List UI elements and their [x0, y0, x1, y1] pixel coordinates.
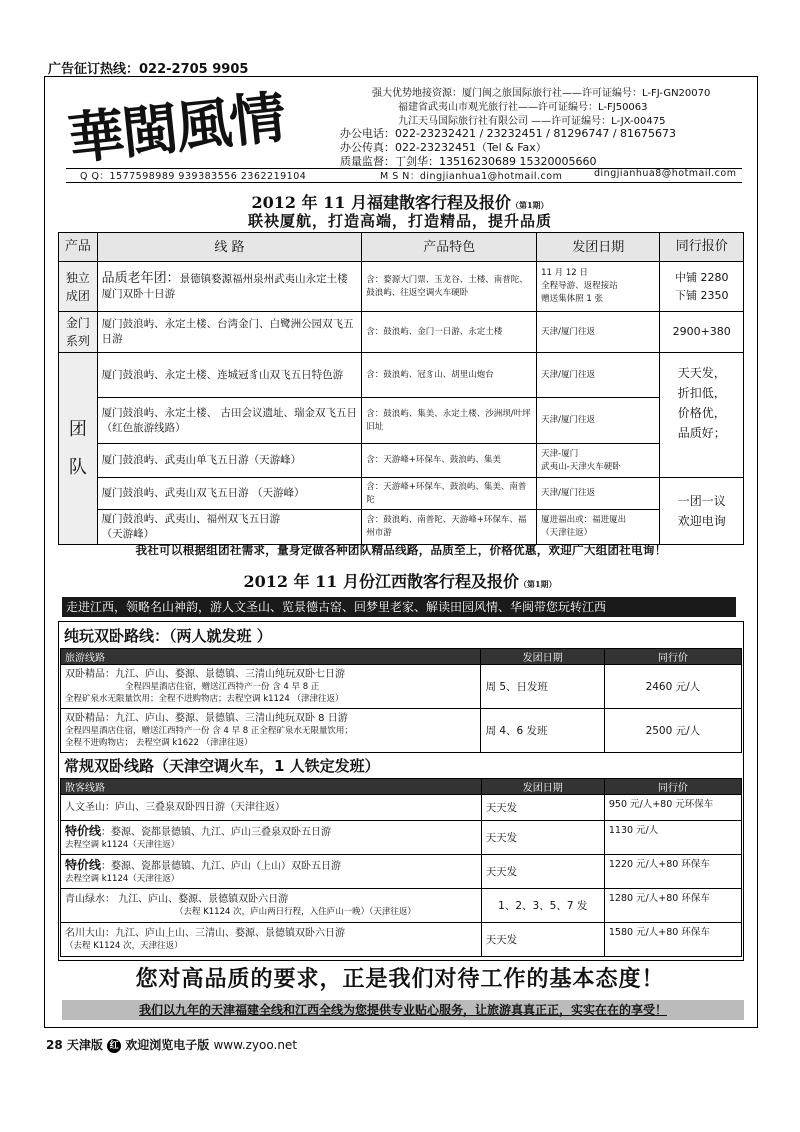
- route-cell: 厦门鼓浪屿、永定土楼、连城冠豸山双飞五日特色游: [97, 353, 362, 398]
- route-text: 青山绿水： 九江、庐山、婺源、景德镇双卧六日游: [65, 894, 289, 905]
- route-text: ：婺源、瓷都景德镇、九江、庐山（上山）双卧五日游: [101, 860, 342, 872]
- header-product: 产品: [59, 233, 98, 262]
- route-note: 去程空调 k1124（天津往返）: [65, 839, 180, 850]
- agency-line-3: 九江天马国际旅行社有限公司 ——许可证编号：L-JX-00475: [398, 116, 666, 127]
- qq-numbers: Q Q：1577598989 939383556 2362219104: [80, 171, 307, 182]
- slogan: 您对高品质的要求，正是我们对待工作的基本态度！: [135, 966, 665, 992]
- price-cell: 1280 元/人+80 环保车: [604, 889, 741, 923]
- price-cell: 950 元/人+80 元环保车: [604, 795, 741, 821]
- route-note: 全程矿泉水无限量饮用；全程不进购物店；去程空调 k1124 （津津往返）: [65, 694, 344, 704]
- table-row: [61, 923, 742, 957]
- feature-cell: 含：天游峰+环保车、鼓浪屿、集美、南普陀: [362, 478, 537, 510]
- fujian-subtitle: 联袂厦航，打造高端，打造精品，提升品质: [247, 212, 552, 230]
- price-cell: 2500 元/人: [604, 709, 741, 753]
- route-text: 双卧精品：九江、庐山、婺源、景德镇、三清山纯玩双卧 8 日游: [65, 713, 348, 724]
- agency-line-1: 强大优势地接资源：厦门闽之旅国际旅行社——许可证编号：L-FJ-GN20070: [372, 88, 711, 99]
- date-cell: 11 月 12 日 全程导游、返程接站 赠送集体照 1 张: [537, 262, 660, 312]
- table-row: [59, 398, 744, 444]
- feature-cell: 含：鼓浪屿、金门一日游、永定土楼: [362, 312, 537, 353]
- jiangxi-title-text: 2012 年 11 月份江西散客行程及报价: [243, 572, 519, 591]
- route-cell: [61, 889, 482, 923]
- page-number: 28: [46, 1038, 63, 1052]
- jiangxi-issue: （第1期）: [518, 579, 557, 589]
- header-price: 同行价: [604, 779, 741, 795]
- section-regular-title: 常规双卧线路（天津空调火车，1 人铁定发班）: [64, 757, 380, 775]
- table-row: [59, 312, 744, 353]
- route-line: [65, 859, 477, 873]
- date-cell: 厦进福出或：福进厦出 （天津往返）: [537, 510, 660, 545]
- header-price: 同行价: [604, 649, 741, 665]
- header-date: 发团日期: [537, 233, 660, 262]
- header-route: 线 路: [97, 233, 362, 262]
- route-cell: 厦门鼓浪屿、武夷山单飞五日游（天游峰）: [97, 444, 362, 478]
- date-cell: 天津/厦门往返: [537, 312, 660, 353]
- feature-cell: 含：鼓浪屿、南普陀、天游峰+环保车、福州市游: [362, 510, 537, 545]
- table-row: [59, 444, 744, 478]
- group-price-1: 天天发， 折扣低， 价格优， 品质好；: [660, 353, 744, 478]
- jiangxi-title: [0, 569, 800, 592]
- agency-line-2: 福建省武夷山市观光旅行社——许可证编号：L-FJ50063: [398, 102, 648, 113]
- route-cell: [61, 665, 481, 709]
- page-footer: [46, 1036, 297, 1053]
- table-row: [59, 262, 744, 312]
- price-cell: 2900+380: [660, 312, 744, 353]
- table-header-row: [61, 779, 742, 795]
- route-cell: 厦门鼓浪屿、永定土楼、 古田会议遗址、瑞金双飞五日（红色旅游线路）: [97, 398, 362, 444]
- route-text: 名川大山：九江、庐山上山、三清山、婺源、景德镇双卧六日游: [65, 928, 345, 939]
- quality-supervisor: 质量监督：丁剑华：13516230689 15320005660: [340, 155, 597, 168]
- jiangxi-banner: 走进江西，领略名山神韵，游人文圣山、览景德古窑、回梦里老家、解读田园风情、华闽带您玩转江西: [62, 597, 736, 617]
- route-cell: [61, 709, 481, 753]
- date-cell: 天天发: [481, 795, 604, 821]
- section-pure-title: 纯玩双卧路线：（两人就发班 ）: [64, 627, 272, 645]
- price-cell: 2460 元/人: [604, 665, 741, 709]
- fujian-issue: （第1期）: [510, 200, 549, 210]
- price-cell: 中铺 2280 下铺 2350: [660, 262, 744, 312]
- route-cell: 人文圣山：庐山、三叠泉双卧四日游（天津往返）: [61, 795, 482, 821]
- table-row: [61, 795, 742, 821]
- msn-address-2: dingjianhua8@hotmail.com: [594, 168, 737, 179]
- footer-text: 欢迎浏览电子版: [125, 1038, 210, 1052]
- table-row: [61, 665, 742, 709]
- fujian-table: [58, 232, 744, 545]
- route-text: ：婺源、瓷都景德镇、九江、庐山三叠泉双卧五日游: [101, 826, 332, 838]
- edition-label: 天津版: [66, 1038, 103, 1052]
- office-phone: 办公电话：022-23232421 / 23232451 / 81296747 / 81675673: [340, 127, 677, 140]
- date-cell: 天津/厦门往返: [537, 398, 660, 444]
- price-cell: 1130 元/人: [604, 821, 741, 855]
- header-date: 发团日期: [481, 649, 604, 665]
- date-cell: 1、2、3、5、7 发: [481, 889, 604, 923]
- route-note: （去程 K1124 次，庐山两日行程，入住庐山一晚）（天津往返）: [175, 907, 416, 917]
- route-cell: [61, 821, 482, 855]
- price-cell: 1580 元/人+80 环保车: [604, 923, 741, 957]
- feature-cell: 含：天游峰+环保车、鼓浪屿、集美: [362, 444, 537, 478]
- date-cell: 天天发: [481, 855, 604, 889]
- edition-badge: 红: [107, 1039, 121, 1053]
- feature-cell: 含：婺源大门票、玉龙谷、土楼、南普陀、鼓浪屿、往返空调火车硬卧: [362, 262, 537, 312]
- header-price: 同行报价: [660, 233, 744, 262]
- ad-hotline: 广告征订热线：022-2705 9905: [48, 62, 249, 77]
- table-row: [61, 709, 742, 753]
- route-note: （去程 K1124 次，天津往返）: [65, 941, 183, 951]
- route-cell: 厦门鼓浪屿、武夷山、福州双飞五日游 （天游峰）: [97, 510, 362, 545]
- date-cell: 天天发: [481, 821, 604, 855]
- group-label: 团 队: [59, 353, 98, 545]
- office-fax: 办公传真：022-23232451（Tel & Fax）: [340, 141, 547, 154]
- regular-table: [60, 778, 742, 957]
- route-cell: [61, 923, 482, 957]
- group-price-2: 一团一议 欢迎电询: [660, 478, 744, 545]
- service-banner: 我们以九年的天津福建全线和江西全线为您提供专业贴心服务，让旅游真真正正，实实在在的享受！: [62, 1000, 744, 1020]
- product-cell: 金门系列: [59, 312, 98, 353]
- date-cell: 天津/厦门往返: [537, 478, 660, 510]
- msn-address: M S N：dingjianhua1@hotmail.com: [380, 171, 563, 182]
- table-row: [59, 478, 744, 510]
- route-text: 景德镇婺源福州泉州武夷山永定土楼厦门双卧十日游: [101, 273, 348, 300]
- brand-logo: 華閩風情: [65, 84, 287, 173]
- route-note: 去程空调 k1124（天津往返）: [65, 873, 180, 884]
- route-note: 全程四星酒店住宿，赠送江西特产一份 含 4 早 8 正: [125, 682, 320, 692]
- route-cell: 厦门鼓浪屿、永定土楼、台湾金门、白鹭洲公园双飞五日游: [97, 312, 362, 353]
- product-cell: 独立成团: [59, 262, 98, 312]
- date-cell: 周 4、6 发班: [481, 709, 604, 753]
- price-cell: 1220 元/人+80 环保车: [604, 855, 741, 889]
- date-cell: 天津/厦门往返: [537, 353, 660, 398]
- date-cell: 周 5、日发班: [481, 665, 604, 709]
- route-line: [65, 825, 477, 839]
- feature-cell: 含：鼓浪屿、冠豸山、胡里山炮台: [362, 353, 537, 398]
- route-cell: 厦门鼓浪屿、武夷山双飞五日游 （天游峰）: [97, 478, 362, 510]
- special-label: 特价线: [65, 823, 102, 838]
- feature-cell: 含：鼓浪屿、集美、永定土楼、沙洲坝/叶坪旧址: [362, 398, 537, 444]
- date-cell: 天津-厦门 武夷山-天津火车硬卧: [537, 444, 660, 478]
- header-route: 散客线路: [61, 779, 482, 795]
- table-row: [59, 353, 744, 398]
- header-divider-2: [66, 182, 742, 183]
- route-cell: [97, 262, 362, 312]
- route-text: 双卧精品：九江、庐山、婺源、景德镇、三清山纯玩双卧七日游: [65, 669, 345, 680]
- fujian-title-text: 2012 年 11 月福建散客行程及报价: [251, 193, 511, 212]
- route-cell: [61, 855, 482, 889]
- table-row: [61, 889, 742, 923]
- table-header-row: [61, 649, 742, 665]
- table-row: [59, 510, 744, 545]
- date-cell: 天天发: [481, 923, 604, 957]
- route-note: 全程不进购物店； 去程空调 k1622 （津津往返）: [65, 738, 253, 748]
- group-notice: 我社可以根据组团社需求，量身定做各种团队精品线路，品质至上，价格优惠，欢迎广大组团社电询！: [135, 543, 667, 557]
- table-header-row: [59, 233, 744, 262]
- header-feature: 产品特色: [362, 233, 537, 262]
- header-route: 旅游线路: [61, 649, 481, 665]
- table-row: [61, 821, 742, 855]
- pure-table: [60, 648, 742, 753]
- route-note: 全程四星酒店住宿，赠送江西特产一份 含 4 早 8 正全程矿泉水无限量饮用；: [65, 726, 353, 736]
- route-title: 品质老年团：: [101, 271, 180, 286]
- table-row: [61, 855, 742, 889]
- website-link[interactable]: www.zyoo.net: [213, 1038, 298, 1052]
- special-label: 特价线: [65, 857, 102, 872]
- header-date: 发团日期: [481, 779, 604, 795]
